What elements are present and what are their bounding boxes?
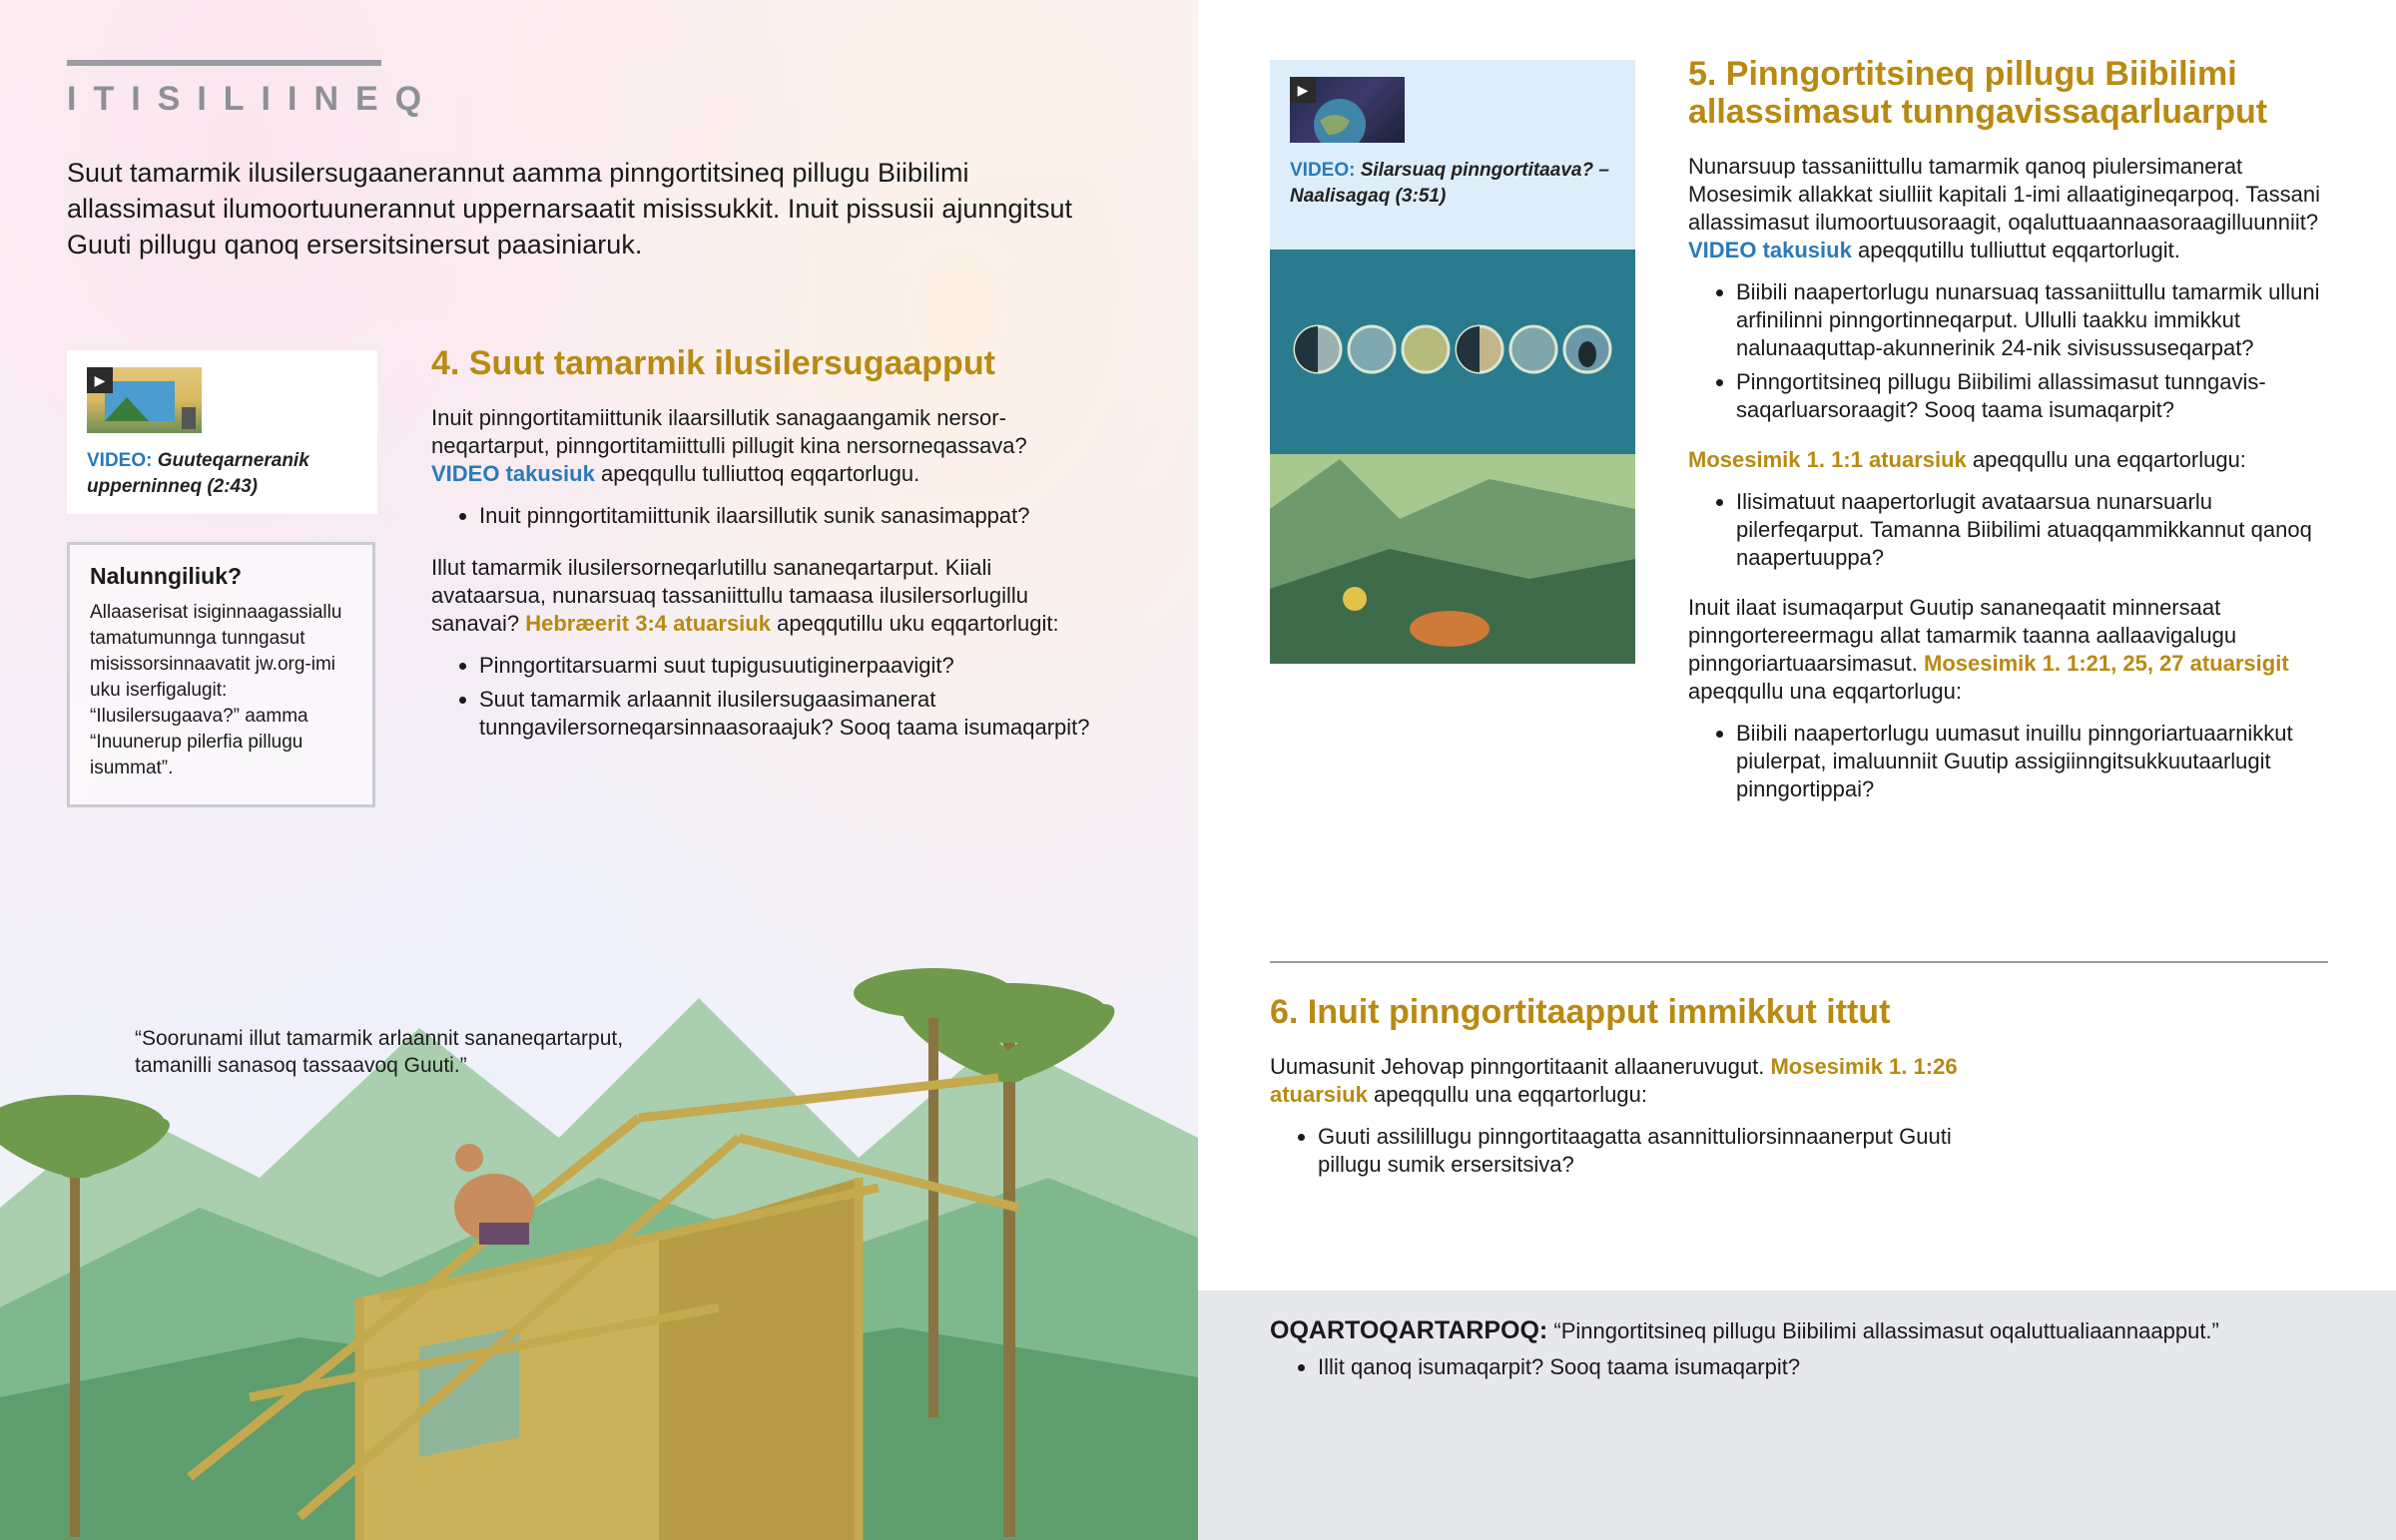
section-5-paragraph-1: Nunarsuup tassaniittullu tamarmik qanoq piulersimanerat Mosesimik allakkat siulliit kapitali 1-imi allaatigineqarpoq. Tassani allassimasut ilumoortuusoraagit, oqaluttuaannaasoraagilluunniit? VIDEO takusiuk apeqqutillu tulliuttut eqqartorlugit. [1688, 154, 2320, 262]
list-item: • Suut tamarmik arlaannit ilusilersugaasimanerat tunngavilersorneqarsinnaasoraajuk? Sooq taama isumaqarpit? [479, 686, 1090, 742]
section-5-paragraph-3: Inuit ilaat isumaqarput Guutip sananeqaatit minnersaat pinngortereermagu allat tamarmik taanna aallaavigalugu pinngoriartuaarsimasut. Mosesimik 1. 1:21, 25, 27 atuarsigit apeqqullu una eqqartorlugu: [1688, 595, 2289, 704]
footer-label: OQARTOQARTARPOQ: [1270, 1316, 1548, 1344]
image-caption-quote: “Soorunami illut tamarmik arlaannit sananeqartarput, tamanilli sanasoq tassaavoq Guuti.” [135, 1027, 624, 1077]
footer-bullets [1270, 1352, 2328, 1382]
list-item: • Ilisimatuut naapertorlugit avataarsua nunarsuarlu pilerfeqarput. Tamanna Biibilimi atuaqqammikkannut qanoq naapertuuppa? [1736, 488, 2337, 572]
list-item: • Inuit pinngortitamiittunik ilaarsillutik sunik sanasimappat? [479, 502, 1090, 530]
header-rule [67, 60, 381, 66]
video-card-guuteqarneranik[interactable] [67, 350, 377, 514]
footer-quote: “Pinngortitsineq pillugu Biibilimi allassimasut oqaluttualiaannaapput.” [1553, 1318, 2219, 1343]
list-item: • Guuti assilillugu pinngortitaagatta asannittuliorsinnaanerput Guuti pillugu sumik ersersitsiva? [1318, 1123, 2009, 1179]
section-4-bullets-1 [431, 502, 1090, 530]
section-header: ITISILIINEQ [67, 80, 439, 118]
section-6-paragraph-1: Uumasunit Jehovap pinngortitaanit allaaneruvugut. Mosesimik 1. 1:26 atuarsiuk apeqqullu una eqqartorlugu: [1270, 1054, 1958, 1107]
section-divider [1270, 961, 2328, 963]
did-you-know-box [67, 542, 375, 807]
intro-text: Suut tamarmik ilusilersugaanerannut aamma pinngortitsineq pillugu Biibilimi allassimasut ilumoortuunerannut uppernarsaatit misissukkit. Inuit pissusii ajunngitsut Guuti pillugu qanoq ersersitsinersut paasiniaruk. [67, 158, 1072, 259]
play-icon[interactable]: ▶ [87, 367, 113, 393]
section-5-bullets-2 [1688, 488, 2337, 572]
section-6-bullets [1270, 1123, 2009, 1179]
note-title: Nalunngiliuk? [90, 563, 243, 589]
video-thumbnail[interactable] [87, 367, 202, 433]
section-5-bullets-3 [1688, 720, 2337, 803]
scripture-link[interactable]: Mosesimik 1. 1:21, 25, 27 atuarsigit [1924, 651, 2289, 676]
section-5 [1688, 55, 2337, 809]
scripture-link[interactable]: Mosesimik 1. 1:26 atuarsiuk [1270, 1054, 1958, 1107]
list-item: • Biibili naapertorlugu nunarsuaq tassaniittullu tamarmik ulluni arfinilinni pinngortinneqarput. Ullulli taakku immikkut nalunaaquttap-akunnerinik 24-nik sivisussuseqarpat? [1736, 278, 2337, 362]
section-4-paragraph-1: Inuit pinngortitamiittunik ilaarsillutik sanagaangamik nersorneqartarput, pinngortitamiittulli pillugit kina nersorneqassava? VIDEO takusiuk apeqqullu tulliuttoq eqqartorlugu. [431, 405, 1027, 486]
video-thumbnail[interactable] [1290, 77, 1405, 143]
video-label[interactable]: VIDEO: Silarsuaq pinngortitaava? – Naalisagaq (3:51) [1290, 160, 1609, 207]
list-item: • Biibili naapertorlugu uumasut inuillu pinngoriartuaarnikkut piulerpat, imaluunniit Guutip assigiinngitsukkuutaarlugit pinngortippai? [1736, 720, 2337, 803]
section-5-bullets-1 [1688, 278, 2337, 424]
section-4-bullets-2 [431, 652, 1090, 742]
house-illustration [0, 878, 1198, 1540]
section-6-title: 6. Inuit pinngortitaapput immikkut ittut [1270, 993, 1891, 1031]
section-6 [1270, 993, 2009, 1185]
video-label[interactable]: VIDEO: Guuteqarneranik upperninneq (2:43) [87, 450, 309, 497]
list-item: • Pinngortitarsuarmi suut tupigusuutiginerpaavigit? [479, 652, 1090, 680]
section-4 [431, 344, 1090, 748]
play-icon[interactable]: ▶ [1290, 77, 1316, 103]
list-item: • Illit qanoq isumaqarpit? Sooq taama isumaqarpit? [1318, 1352, 2328, 1382]
video-link[interactable]: VIDEO takusiuk [1688, 238, 1852, 262]
section-4-title: 4. Suut tamarmik ilusilersugaapput [431, 344, 995, 382]
note-body: Allaaserisat isiginnaagassiallu tamatumunnga tunngasut misissorsinnaavatit jw.org-imi uku iserfigalugit: “Ilusilersugaava?” aamma “Inuunerup pilerfia pillugu isummat”. [90, 602, 342, 778]
creation-days-illustration [1270, 250, 1635, 664]
footer-statement [1270, 1315, 2328, 1346]
scripture-link[interactable]: Mosesimik 1. 1:1 atuarsiuk [1688, 447, 1967, 472]
footer-content [1270, 1315, 2328, 1388]
section-4-paragraph-2: Illut tamarmik ilusilersorneqarlutillu sananeqartarput. Kiiali avataarsua, nunarsuaq tassaniittullu tamaasa ilusilersorlugillu sanavai? Hebræerit 3:4 atuarsiuk apeqqutillu uku eqqartorlugit: [431, 555, 1059, 636]
video-card-silarsuaq[interactable] [1270, 60, 1635, 250]
video-link[interactable]: VIDEO takusiuk [431, 461, 595, 486]
list-item: • Pinngortitsineq pillugu Biibilimi allassimasut tunngavissaqarluarsoraagit? Sooq taama isumaqarpit? [1736, 368, 2337, 424]
section-5-title: 5. Pinngortitsineq pillugu Biibilimi allassimasut tunngavissaqarluarput [1688, 55, 2268, 131]
scripture-link[interactable]: Hebræerit 3:4 atuarsiuk [525, 611, 771, 636]
section-5-paragraph-2: Mosesimik 1. 1:1 atuarsiuk apeqqullu una eqqartorlugu: [1688, 447, 2246, 472]
